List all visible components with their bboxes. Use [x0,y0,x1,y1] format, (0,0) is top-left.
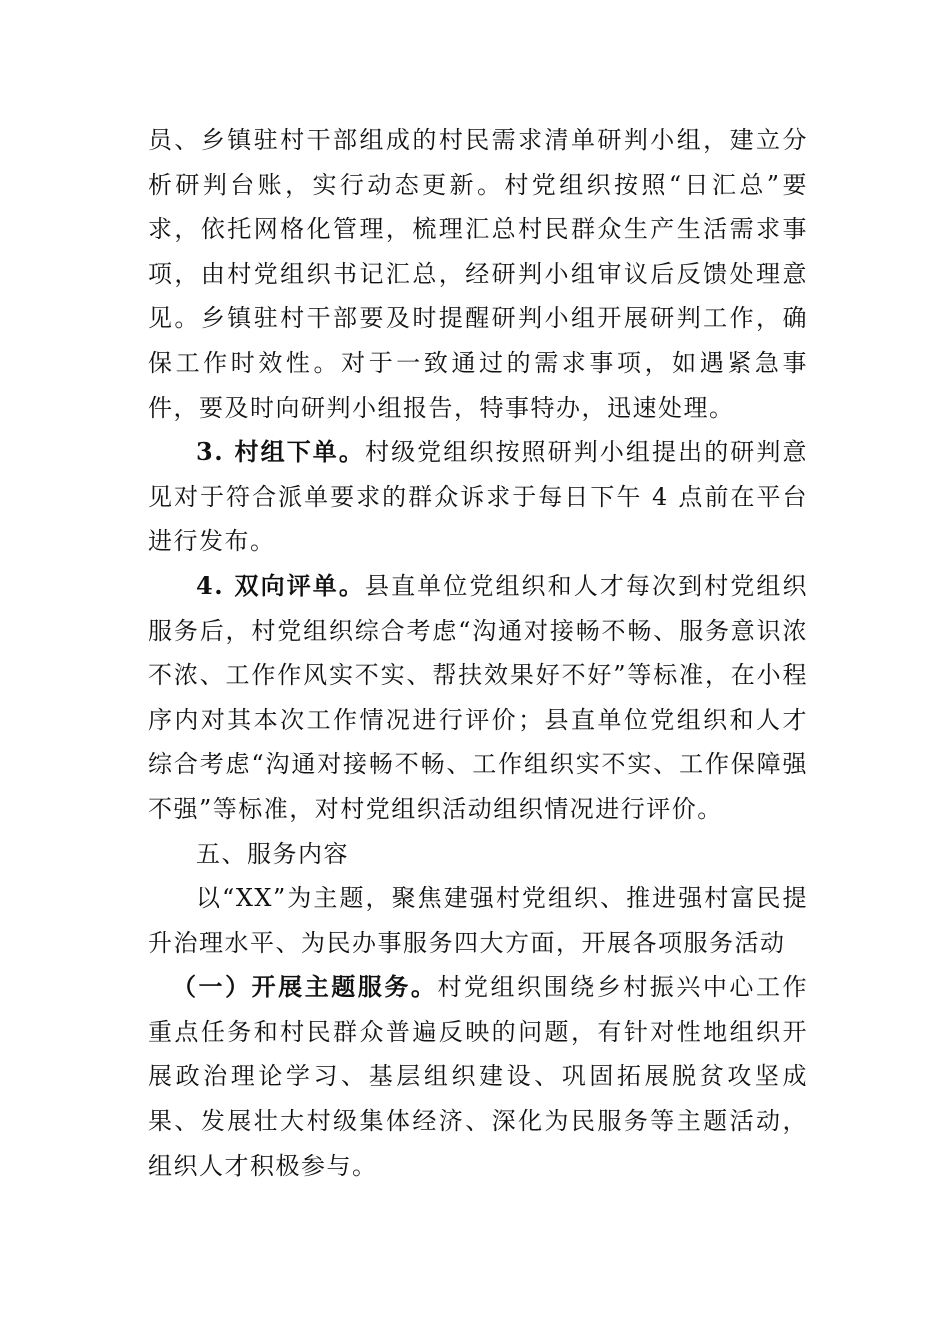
item-3-body: 村级党组织按照研判小组提出的研判意见对于符合派单要求的群众诉求于每日下午 4 点前在平台进行发布。 [148,438,808,556]
paragraph-5-service-content: 以“XX”为主题，聚焦建强村党组织、推进强村富民提升治理水平、为民办事服务四大方面，开展各项服务活动 [148,884,808,957]
sub-item-1-body: 村党组织围绕乡村振兴中心工作重点任务和村民群众普遍反映的问题，有针对性地组织开展政治理论学习、基层组织建设、巩固拓展脱贫攻坚成果、发展壮大村级集体经济、深化为民服务等主题活动，组织人才积极参与。 [148,973,809,1180]
paragraph-6-theme-service [148,965,808,1188]
document-page [148,118,808,1188]
paragraph-4-two-way-evaluation [148,564,808,832]
item-4-body: 县直单位党组织和人才每次到村党组织服务后，村党组织综合考虑“沟通对接畅不畅、服务意识浓不浓、工作作风实不实、帮扶效果好不好”等标准，在小程序内对其本次工作情况进行评价；县直单位党组织和人才综合考虑“沟通对接畅不畅、工作组织实不实、工作保障强不强”等标准，对村党组织活动组织情况进行评价。 [148,571,808,823]
item-4-heading: 4. 双向评单。 [196,570,365,600]
item-3-heading: 3. 村组下单。 [196,437,365,467]
paragraph-3-village-order [148,430,808,564]
paragraph-1: 员、乡镇驻村干部组成的村民需求清单研判小组，建立分析研判台账，实行动态更新。村党组织按照“日汇总”要求，依托网格化管理，梳理汇总村民群众生产生活需求事项，由村党组织书记汇总，经研判小组审议后反馈处理意见。乡镇驻村干部要及时提醒研判小组开展研判工作，确保工作时效性。对于一致通过的需求事项，如遇紧急事件，要及时向研判小组报告，特事特办，迅速处理。 [148,126,808,422]
section-heading-5: 五、服务内容 [196,839,349,868]
sub-item-1-heading: （一）开展主题服务。 [172,972,438,1002]
